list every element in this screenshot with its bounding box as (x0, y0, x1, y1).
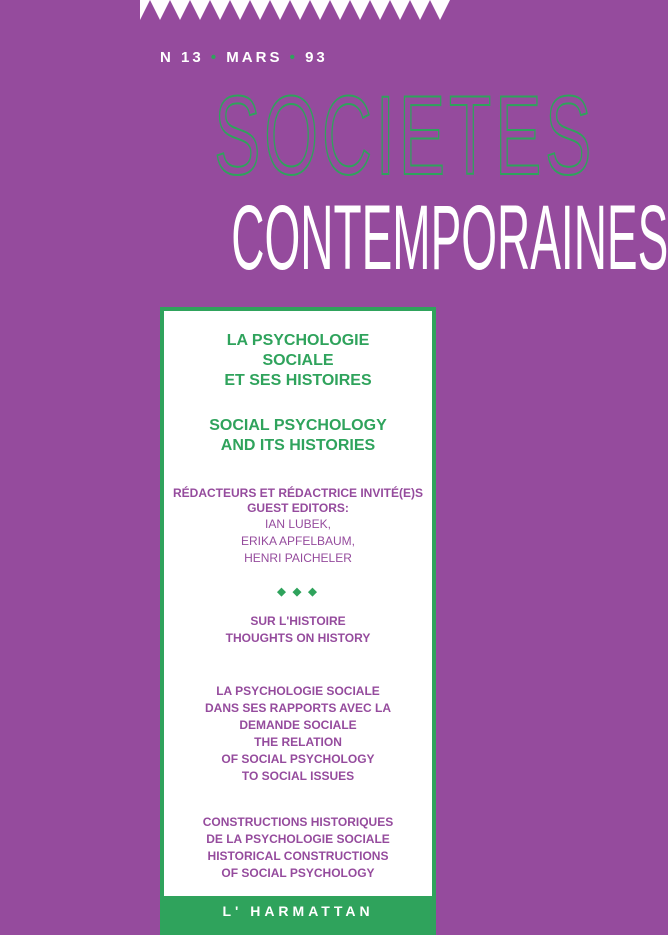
content-panel (160, 307, 436, 935)
editors-label-fr: RÉDACTEURS ET RÉDACTRICE INVITÉ(E)S (172, 486, 423, 500)
publisher-name: L' HARMATTAN (222, 903, 374, 919)
theme-french: LA PSYCHOLOGIE SOCIALE ET SES HISTOIRES (224, 332, 372, 389)
editors-label-en: GUEST EDITORS: (247, 501, 349, 515)
journal-title-line1: SOCIETES (214, 73, 596, 198)
editor-name: ERIKA APFELBAUM, (240, 534, 356, 548)
issue-separator: • (289, 49, 298, 66)
issue-separator: • (210, 49, 220, 66)
issue-number: N 13 (160, 49, 204, 66)
editor-name: HENRI PAICHELER (244, 551, 352, 565)
journal-title-line2: CONTEMPORAINES (231, 187, 668, 289)
diamond-separator: ◆ ◆ ◆ (277, 586, 319, 598)
guest-editors (164, 486, 432, 567)
editor-name: IAN LUBEK, (264, 517, 332, 531)
section-social-issues: LA PSYCHOLOGIE SOCIALE DANS SES RAPPORTS AVEC LA DEMANDE SOCIALE THE RELATION OF SOCIAL PSYCHOLOGY TO SOCIAL ISSUES (204, 684, 392, 783)
section-history: SUR L'HISTOIRE THOUGHTS ON HISTORY (225, 614, 371, 645)
content-panel-inner (164, 311, 432, 896)
theme-english: SOCIAL PSYCHOLOGY AND ITS HISTORIES (209, 417, 387, 454)
issue-month: MARS (226, 49, 283, 66)
issue-year: 93 (305, 49, 328, 66)
issue-line (160, 49, 440, 66)
zigzag-border (140, 0, 450, 22)
section-constructions: CONSTRUCTIONS HISTORIQUES DE LA PSYCHOLOGIE SOCIALE HISTORICAL CONSTRUCTIONS OF SOCIAL PSYCHOLOGY (202, 815, 394, 880)
